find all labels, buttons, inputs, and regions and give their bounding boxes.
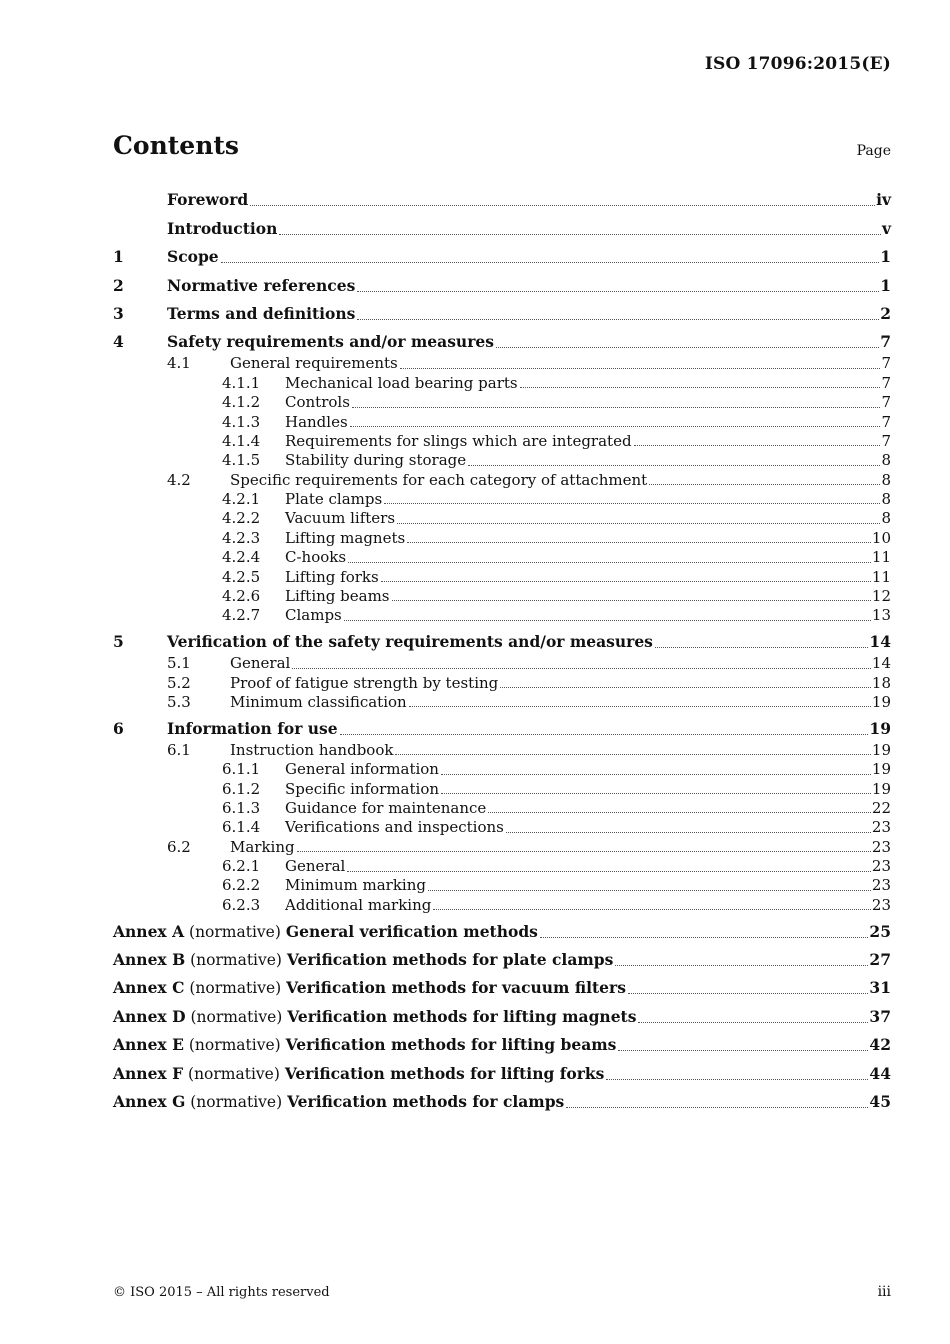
annex-code: Annex C [113,978,185,998]
toc-entry-title: Minimum marking [285,876,426,895]
toc-entry-number: 6.1.1 [222,760,261,779]
toc-entry-title: General [285,857,346,876]
toc-dot-leader [566,1106,868,1108]
toc-entry[interactable] [113,587,891,606]
toc-entry-page: 19 [871,760,891,779]
toc-entry-title: Proof of fatigue strength by testing [230,673,499,692]
toc-entry-title: Marking [230,837,295,856]
toc-entry-page: 8 [881,470,891,489]
toc-dot-leader [400,367,881,369]
toc-entry-page: 42 [869,1035,891,1055]
toc-entry[interactable] [113,741,891,760]
toc-entry-number: 4.2.7 [222,606,261,625]
toc-dot-leader [250,204,875,206]
toc-entry[interactable] [113,451,891,470]
toc-entry-number: 1 [113,247,124,267]
toc-entry[interactable] [113,326,891,354]
toc-dot-leader [340,733,869,735]
toc-dot-leader [297,850,871,852]
toc-annex-entry[interactable] [113,1000,891,1028]
toc-entry[interactable] [113,896,891,915]
toc-entry[interactable] [113,606,891,625]
annex-type: (normative) [190,1007,283,1026]
toc-entry-page: 23 [871,876,891,895]
toc-entry-title: Handles [285,412,348,431]
toc-entry[interactable] [113,818,891,837]
toc-entry-title: Mechanical load bearing parts [285,373,518,392]
toc-entry-title: Foreword [167,190,249,210]
toc-entry-number: 6.2.3 [222,895,261,914]
toc-entry-number: 4.2.3 [222,528,261,547]
toc-entry[interactable] [113,760,891,779]
toc-entry-page: 23 [871,837,891,856]
toc-entry-page: 12 [871,587,891,606]
toc-entry-title: Scope [167,247,219,267]
toc-dot-leader [655,646,869,648]
toc-entry-page: 7 [880,332,891,352]
toc-annex-entry[interactable] [113,915,891,943]
toc-entry-title: Specific information [285,779,440,798]
toc-entry-page: 14 [869,632,891,652]
toc-entry-page: 10 [871,528,891,547]
toc-dot-leader [615,964,868,966]
toc-annex-entry[interactable] [113,1057,891,1085]
toc-entry-number: 4.1.3 [222,412,261,431]
toc-entry-page: 44 [869,1063,891,1083]
toc-annex-entry[interactable] [113,1086,891,1114]
toc-dot-leader [496,346,879,348]
toc-entry-title: Verification of the safety requirements and/or measures [167,632,653,652]
toc-annex-heading [113,1090,564,1114]
toc-annex-heading [113,948,613,972]
toc-dot-leader [433,908,871,910]
toc-dot-leader [347,870,871,872]
toc-entry-title: Introduction [167,218,278,238]
toc-dot-leader [352,406,881,408]
toc-entry-number: 5.1 [167,654,191,673]
toc-entry-page: 23 [871,857,891,876]
toc-annex-entry[interactable] [113,1029,891,1057]
toc-dot-leader [350,425,881,427]
toc-dot-leader [344,619,871,621]
table-of-contents [113,184,891,1114]
annex-type: (normative) [188,1036,281,1055]
toc-entry-title: Normative references [167,275,356,295]
toc-entry[interactable] [113,626,891,654]
toc-entry-page: 8 [881,451,891,470]
toc-entry-number: 4.1.5 [222,451,261,470]
toc-annex-heading [113,1005,636,1029]
toc-dot-leader [407,541,871,543]
toc-entry-number: 6.1.2 [222,779,261,798]
toc-entry[interactable] [113,857,891,876]
toc-entry-number: 6 [113,718,124,738]
toc-entry-number: 4.1.1 [222,373,261,392]
toc-dot-leader [488,811,871,813]
toc-dot-leader [348,561,871,563]
toc-dot-leader [357,290,879,292]
toc-dot-leader [500,686,871,688]
toc-annex-heading [113,1062,604,1086]
toc-dot-leader [649,483,880,485]
toc-entry-number: 4.1 [167,354,191,373]
toc-entry-page: 8 [881,490,891,509]
toc-annex-heading [113,920,538,944]
toc-dot-leader [397,522,880,524]
standard-id: ISO 17096:2015(E) [704,54,891,74]
toc-entry-title: Controls [285,393,350,412]
toc-entry-page: 1 [880,247,891,267]
annex-type: (normative) [190,1093,283,1112]
annex-title: Verification methods for lifting forks [284,1063,605,1083]
toc-entry[interactable] [113,838,891,857]
annex-type: (normative) [189,979,282,998]
toc-dot-leader [441,773,871,775]
toc-entry[interactable] [113,298,891,326]
toc-entry-title: Information for use [167,718,338,738]
toc-entry-title: C-hooks [285,548,347,567]
annex-title: General verification methods [285,921,538,941]
toc-entry-number: 4.2.4 [222,548,261,567]
annex-code: Annex D [113,1006,186,1026]
toc-entry-title: Plate clamps [285,490,383,509]
toc-entry-number: 4.2.6 [222,587,261,606]
toc-entry[interactable] [113,693,891,712]
toc-entry[interactable] [113,184,891,212]
toc-dot-leader [468,464,880,466]
toc-entry[interactable] [113,799,891,818]
toc-entry-title: Guidance for maintenance [285,798,487,817]
toc-entry[interactable] [113,413,891,432]
toc-entry-number: 3 [113,303,124,323]
toc-entry[interactable] [113,712,891,740]
toc-entry-page: 13 [871,606,891,625]
annex-type: (normative) [189,922,281,941]
annex-title: Verification methods for vacuum filters [286,978,626,998]
toc-entry-title: Additional marking [285,895,432,914]
toc-entry-number: 5.3 [167,692,191,711]
toc-entry[interactable] [113,241,891,269]
toc-entry-page: 18 [871,673,891,692]
toc-entry[interactable] [113,674,891,693]
toc-dot-leader [634,444,881,446]
annex-code: Annex E [113,1035,184,1055]
toc-entry-number: 4.2 [167,470,191,489]
toc-entry-title: Specific requirements for each category of attachment [230,470,648,489]
toc-entry-number: 2 [113,275,124,295]
toc-entry-page: 19 [871,692,891,711]
annex-type: (normative) [188,1064,280,1083]
toc-entry-page: 11 [871,548,891,567]
toc-entry-title: General [230,654,291,673]
toc-entry-title: General information [285,760,439,779]
toc-entry[interactable] [113,354,891,373]
toc-entry-page: v [881,218,891,238]
page-column-label: Page [856,143,891,159]
toc-entry-title: General requirements [230,354,398,373]
toc-entry[interactable] [113,393,891,412]
annex-title: Verification methods for lifting beams [285,1035,617,1055]
toc-entry-number: 5.2 [167,673,191,692]
toc-entry[interactable] [113,548,891,567]
annex-title: Verification methods for plate clamps [286,950,614,970]
toc-dot-leader [628,992,868,994]
toc-dot-leader [409,705,871,707]
toc-annex-entry[interactable] [113,972,891,1000]
toc-entry-title: Terms and definitions [167,303,356,323]
toc-entry-page: 23 [871,895,891,914]
toc-entry-title: Requirements for slings which are integrated [285,431,632,450]
toc-entry-page: 14 [871,654,891,673]
toc-annex-heading [113,1033,616,1057]
contents-title: Contents [113,131,240,160]
toc-entry-number: 4.2.1 [222,490,261,509]
toc-entry-page: 7 [881,412,891,431]
toc-dot-leader [618,1049,868,1051]
toc-entry-number: 6.1.4 [222,818,261,837]
toc-entry[interactable] [113,490,891,509]
toc-entry-page: 19 [869,718,891,738]
annex-code: Annex A [113,921,185,941]
toc-entry-title: Vacuum lifters [285,509,396,528]
toc-entry-page: 7 [881,354,891,373]
toc-entry-title: Lifting magnets [285,528,406,547]
toc-entry-number: 6.2.1 [222,857,261,876]
toc-entry-number: 4.1.4 [222,431,261,450]
toc-entry-number: 6.2 [167,837,191,856]
toc-entry-title: Lifting beams [285,587,390,606]
footer-copyright: © ISO 2015 – All rights reserved [113,1285,330,1300]
footer-page-number: iii [877,1284,891,1300]
toc-entry[interactable] [113,654,891,673]
toc-entry-number: 4.2.2 [222,509,261,528]
toc-entry-page: 11 [871,567,891,586]
toc-entry[interactable] [113,529,891,548]
toc-entry-title: Minimum classification [230,692,407,711]
toc-entry-number: 4.1.2 [222,393,261,412]
annex-type: (normative) [190,951,282,970]
toc-dot-leader [441,792,871,794]
toc-entry-number: 6.1.3 [222,798,261,817]
toc-entry-title: Verifications and inspections [285,818,504,837]
toc-entry-page: 27 [869,950,891,970]
toc-entry-page: 23 [871,818,891,837]
toc-entry-page: 7 [881,431,891,450]
toc-entry-number: 5 [113,632,124,652]
toc-entry-page: 2 [880,303,891,323]
toc-entry[interactable] [113,269,891,297]
toc-entry-page: 7 [881,393,891,412]
toc-entry[interactable] [113,432,891,451]
toc-dot-leader [540,936,869,938]
toc-entry[interactable] [113,568,891,587]
toc-entry-page: 45 [869,1092,891,1112]
toc-annex-entry[interactable] [113,944,891,972]
toc-entry-page: 22 [871,798,891,817]
toc-entry-page: 1 [880,275,891,295]
toc-dot-leader [384,502,880,504]
toc-entry-page: 31 [869,978,891,998]
toc-entry-title: Lifting forks [285,567,379,586]
annex-code: Annex F [113,1063,184,1083]
toc-entry[interactable] [113,471,891,490]
toc-dot-leader [357,318,879,320]
toc-dot-leader [279,233,881,235]
toc-entry-page: iv [876,190,891,210]
toc-annex-heading [113,976,626,1000]
toc-dot-leader [638,1021,868,1023]
toc-dot-leader [520,386,881,388]
toc-dot-leader [428,889,871,891]
toc-dot-leader [506,831,871,833]
toc-entry-page: 7 [881,373,891,392]
toc-entry-page: 19 [871,779,891,798]
toc-dot-leader [292,667,871,669]
toc-entry-number: 6.1 [167,740,191,759]
toc-entry-title: Stability during storage [285,451,467,470]
toc-dot-leader [395,753,870,755]
toc-entry-number: 6.2.2 [222,876,261,895]
toc-entry[interactable] [113,509,891,528]
toc-dot-leader [392,599,871,601]
toc-entry-page: 25 [869,921,891,941]
toc-entry-page: 8 [881,509,891,528]
toc-entry[interactable] [113,374,891,393]
toc-dot-leader [221,261,880,263]
toc-dot-leader [606,1078,868,1080]
annex-title: Verification methods for clamps [287,1092,565,1112]
annex-code: Annex B [113,950,186,970]
annex-code: Annex G [113,1092,186,1112]
toc-entry[interactable] [113,877,891,896]
annex-title: Verification methods for lifting magnets [287,1006,637,1026]
toc-entry-page: 37 [869,1006,891,1026]
toc-entry-number: 4.2.5 [222,567,261,586]
toc-entry-title: Instruction handbook [230,740,394,759]
toc-entry-page: 19 [871,740,891,759]
toc-dot-leader [381,580,871,582]
toc-entry[interactable] [113,780,891,799]
toc-entry-number: 4 [113,332,124,352]
toc-entry[interactable] [113,212,891,240]
toc-entry-title: Clamps [285,606,342,625]
toc-entry-title: Safety requirements and/or measures [167,332,494,352]
